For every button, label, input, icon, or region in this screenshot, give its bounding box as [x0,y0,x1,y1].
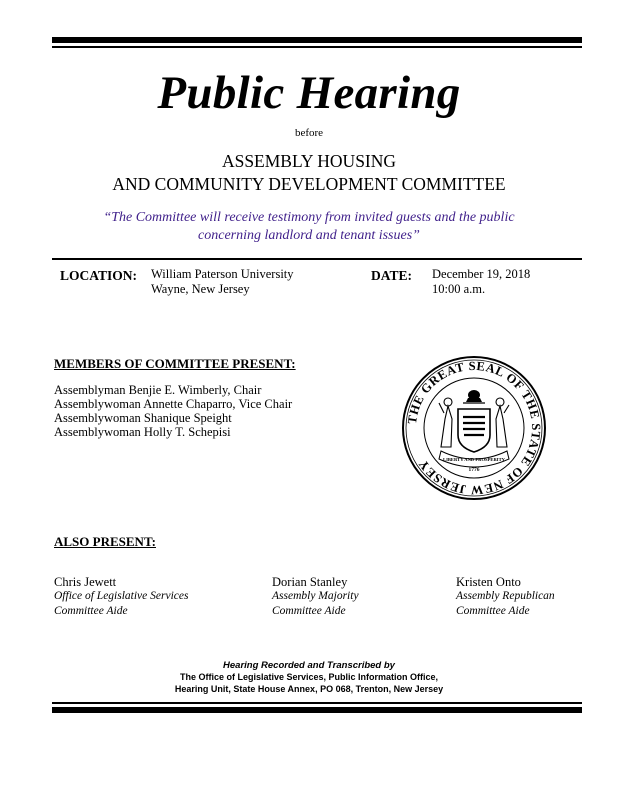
hearing-time: 10:00 a.m. [432,282,486,296]
staff-role: Committee Aide [272,605,346,617]
hearing-date: December 19, 2018 [432,267,531,281]
committee-name-line2: AND COMMUNITY DEVELOPMENT COMMITTEE [112,174,506,194]
staff-organization: Office of Legislative Services [54,590,189,602]
top-rule-thick [52,37,582,43]
staff-organization: Assembly Republican [456,590,555,602]
transcription-address: Hearing Unit, State House Annex, PO 068, Trenton, New Jersey [174,684,444,694]
location-line1: William Paterson University [151,267,294,281]
location-label: LOCATION: [60,268,138,283]
bottom-rule-thin [52,702,582,704]
member-item: Assemblywoman Holly T. Schepisi [54,425,231,439]
location-line2: Wayne, New Jersey [151,282,250,296]
bottom-rule-thick [52,707,582,713]
staff-name: Dorian Stanley [272,575,348,589]
staff-name: Chris Jewett [54,575,117,589]
transcription-credit: Hearing Recorded and Transcribed by [223,660,395,671]
also-present-heading: ALSO PRESENT: [54,534,156,549]
section-divider [52,258,582,260]
staff-member [54,576,188,621]
member-item: Assemblywoman Shanique Speight [54,411,232,425]
top-rule-thin [52,46,582,48]
members-list [54,384,292,440]
staff-member [272,576,359,621]
committee-name-line1: ASSEMBLY HOUSING [221,151,397,171]
seal-banner-text: LIBERTY AND PROSPERITY [443,457,505,462]
member-item: Assemblywoman Annette Chaparro, Vice Chair [54,397,293,411]
member-item: Assemblyman Benjie E. Wimberly, Chair [54,383,262,397]
staff-member [456,576,555,621]
state-seal-icon [401,355,547,501]
hearing-purpose-line2: concerning landlord and tenant issues” [198,228,420,243]
staff-role: Committee Aide [456,605,530,617]
hearing-purpose-line1: “The Committee will receive testimony from invited guests and the public [103,210,515,225]
before-text: before [294,127,324,139]
seal-ring-text: THE GREAT SEAL OF THE STATE OF NEW JERSEY [405,358,544,498]
date-label: DATE: [371,268,413,283]
seal-year-text: 1776 [468,467,480,473]
members-heading: MEMBERS OF COMMITTEE PRESENT: [54,356,296,371]
staff-organization: Assembly Majority [272,590,359,602]
page-title: Public Hearing [157,67,461,119]
staff-role: Committee Aide [54,605,128,617]
transcription-office: The Office of Legislative Services, Public Information Office, [179,672,439,682]
staff-name: Kristen Onto [456,575,521,589]
